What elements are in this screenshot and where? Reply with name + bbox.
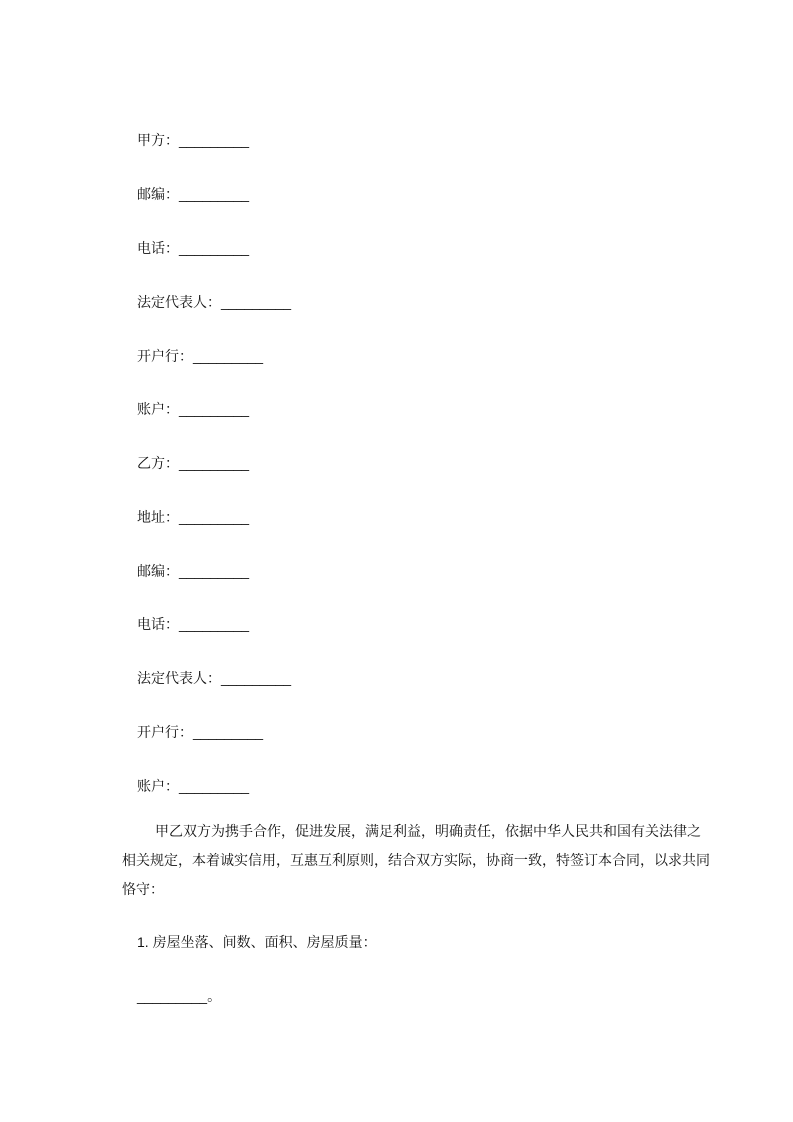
party-b-address-field: 地址：_________: [137, 509, 250, 525]
party-a-postcode-field: 邮编：_________: [137, 186, 250, 202]
clause-1-blank: _________。: [137, 988, 222, 1004]
party-a-field: 甲方：_________: [137, 132, 250, 148]
party-b-phone-field: 电话：_________: [137, 616, 250, 632]
party-a-bank-field: 开户行：_________: [137, 348, 264, 364]
party-a-account-field: 账户：_________: [137, 401, 250, 417]
party-b-bank-field: 开户行：_________: [137, 724, 264, 740]
party-b-account-field: 账户：_________: [137, 778, 250, 794]
party-a-legal-rep-field: 法定代表人：_________: [137, 294, 292, 310]
party-b-postcode-field: 邮编：_________: [137, 563, 250, 579]
party-a-phone-field: 电话：_________: [137, 240, 250, 256]
party-b-field: 乙方：_________: [137, 455, 250, 471]
party-b-legal-rep-field: 法定代表人：_________: [137, 670, 292, 686]
preamble-paragraph: 甲乙双方为携手合作，促进发展，满足利益，明确责任，依据中华人民共和国有关法律之相关规定，本着诚实信用，互惠互利原则，结合双方实际，协商一致，特签订本合同，以求共同恪守：: [122, 823, 710, 897]
clause-1-title: 1. 房屋坐落、间数、面积、房屋质量：: [137, 934, 377, 950]
